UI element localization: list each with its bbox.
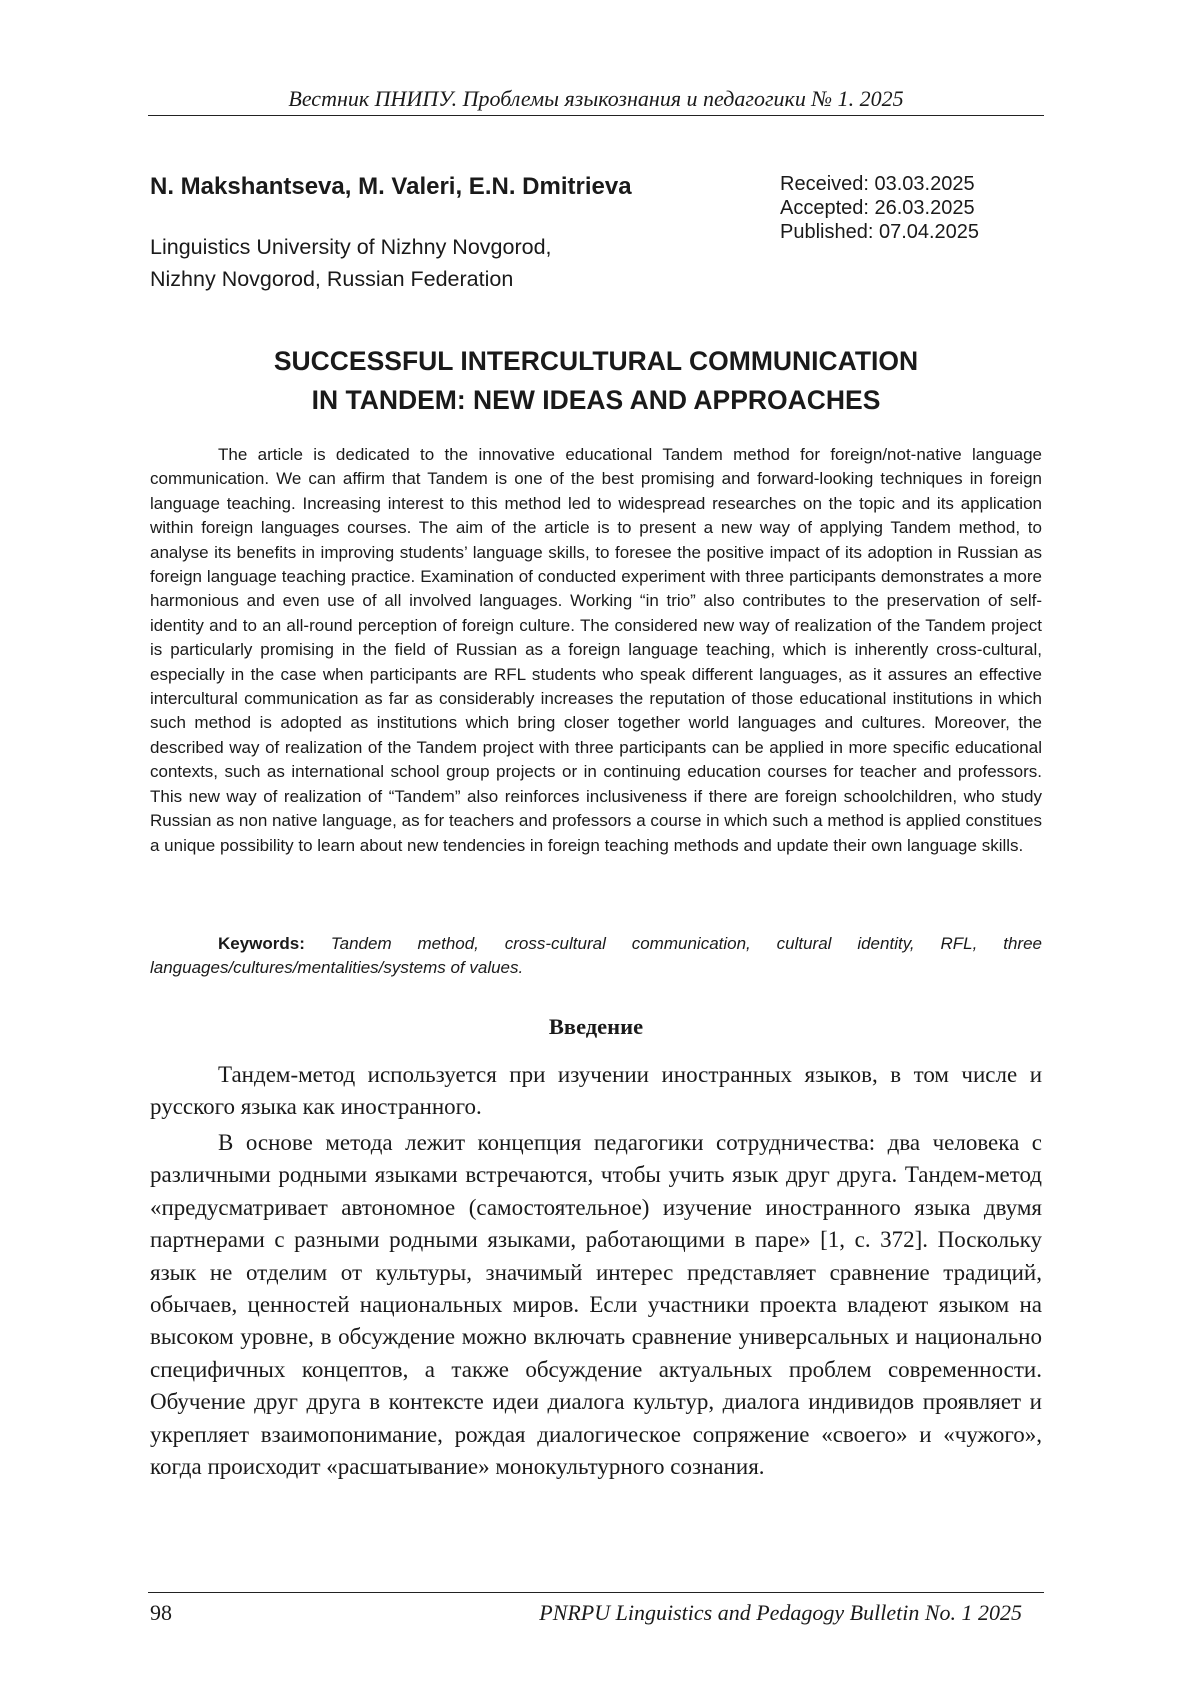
title-line-2: IN TANDEM: NEW IDEAS AND APPROACHES xyxy=(311,385,881,415)
received-date: Received: 03.03.2025 xyxy=(780,173,975,195)
footer-divider xyxy=(148,1592,1044,1593)
keywords xyxy=(150,932,1042,981)
authors: N. Makshantseva, M. Valeri, E.N. Dmitrieva xyxy=(150,173,632,200)
accepted-date: Accepted: 26.03.2025 xyxy=(780,197,975,219)
body-paragraph: Тандем-метод используется при изучении иностранных языков, в том числе и русского языка как иностранного. xyxy=(150,1062,1042,1120)
section-heading-introduction: Введение xyxy=(548,1014,644,1039)
page-number: 98 xyxy=(150,1600,172,1625)
footer-journal-title: PNRPU Linguistics and Pedagogy Bulletin No. 1 2025 xyxy=(539,1600,1022,1625)
article-dates xyxy=(780,172,979,244)
header-divider xyxy=(148,115,1044,116)
body-paragraph: В основе метода лежит концепция педагогики сотрудничества: два человека с различными родными языками встречаются, чтобы учить язык друг друга. Тандем-метод «предусматривает автономное (самостоятельное) изучение иностранного языка двумя партнерами с разными родными языками, работающими в паре» [1, с. 372]. Поскольку язык не отделим от культуры, значимый интерес представляет сравнение традиций, обычаев, ценностей национальных миров. Если участники проекта владеют языком на высоком уровне, в обсуждение можно включать сравнение универсальных и национально специфичных концептов, а также обсуждение актуальных проблем современности. Обучение друг друга в контексте идеи диалога культур, диалога индивидов проявляет и укрепляет взаимопонимание, рождая диалогическое сопряжение «своего» и «чужого», когда происходит «расшатывание» монокультурного сознания. xyxy=(150,1130,1042,1480)
affiliation-line-1: Linguistics University of Nizhny Novgorod, xyxy=(150,235,552,259)
article-title xyxy=(148,342,1044,420)
running-header: Вестник ПНИПУ. Проблемы языкознания и педагогики № 1. 2025 xyxy=(288,86,904,111)
published-date: Published: 07.04.2025 xyxy=(780,221,980,243)
keywords-text: Tandem method, cross-cultural communication, cultural identity, RFL, three languages/cultures/mentalities/systems of values. xyxy=(150,934,1042,978)
title-line-1: SUCCESSFUL INTERCULTURAL COMMUNICATION xyxy=(273,346,919,376)
abstract: The article is dedicated to the innovative educational Tandem method for foreign/not-native language communication. We can affirm that Tandem is one of the best promising and forward-looking techniques in foreign language teaching. Increasing interest to this method led to widespread researches on the topic and its application within foreign languages courses. The aim of the article is to present a new way of applying Tandem method, to analyse its benefits in improving students’ language skills, to foresee the positive impact of its adoption in Russian as foreign language teaching practice. Examination of conducted experiment with three participants demonstrates a more harmonious and even use of all involved languages. Working “in trio” also contributes to the preservation of self-identity and to an all-round perception of foreign culture. The considered new way of realization of the Tandem project is particularly promising in the field of Russian as a foreign language teaching, which is inherently cross-cultural, especially in the case when participants are RFL students who speak different languages, as it assures an effective intercultural communication as far as considerably increases the reputation of those educational institutions in which such method is adopted as institutions which bring closer together world languages and cultures. Moreover, the described way of realization of the Tandem project with three participants can be applied in more specific educational contexts, such as international school group projects or in continuing education courses for teacher and professors. This new way of realization of “Tandem” also reinforces inclusiveness if there are foreign schoolchildren, who study Russian as non native language, as for teachers and professors a course in which such a method is applied constitues a unique possibility to learn about new tendencies in foreign teaching methods and update their own language skills. xyxy=(150,445,1042,855)
affiliation xyxy=(150,231,552,295)
affiliation-line-2: Nizhny Novgorod, Russian Federation xyxy=(150,267,514,291)
keywords-label: Keywords: xyxy=(218,934,305,953)
